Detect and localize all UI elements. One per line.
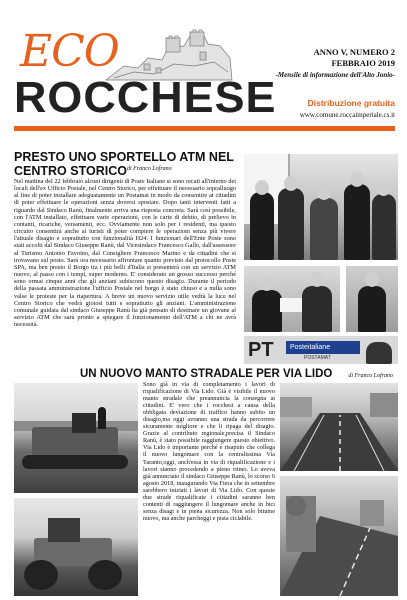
photo-new-road: [280, 383, 398, 471]
issue-number: ANNO V, NUMERO 2: [313, 47, 395, 57]
photo-officials-group: [244, 154, 398, 260]
photo-poste-sign: [244, 336, 398, 364]
article2-title: UN NUOVO MANTO STRADALE PER VIA LIDO: [80, 368, 333, 380]
issue-info: [245, 47, 395, 69]
road-lines: [280, 383, 398, 471]
photo-road-roller: [14, 498, 138, 596]
issue-date: FEBBRAIO 2019: [331, 58, 395, 68]
article1-title: PRESTO UNO SPORTELLO ATM NEL CENTRO STORICO: [14, 150, 234, 178]
photo-paving-machine: [14, 383, 138, 493]
article2-byline: di Franco Lofrano: [348, 373, 393, 379]
masthead-rocchese: ROCCHESE: [14, 73, 277, 122]
article2-body: Sono già in via di completamento i lavori di riqualificazione di Via Lido. Già è visibile il nuovo manto stradale che preannuncia la consegna ai cittadini. E' vero che i rocchesi a causa della obbligata deviazione di traffico hanno subito un disagio,ma oggi avranno una strada da percorrere sicuramente migliore e che li ripaga del disagio. Grazie al contributo regionale,precisa il Sindaco Ranù, è stato possibile raggiungere questo obiettivo. Via Lido è importante perché è risaputo che collega il nuovo lungomare con la centralissima Via Taranto,oggi, anch'essa in via di riqualificazione e i lavori stanno procedendo a pieno ritmo. Lo aveva già annunciato il sindaco Giuseppe Ranù, lo scorso 6 agosto 2018, inaugurando Via Fiera che in settembre sarebbero iniziati i lavori di Via Lido. Con queste due strade riqualificate i cittadini saranno ben contenti di raggiungere il lungomare anche in bici senza disagi e in piena sicurezza. Non solo bitume nuovo, ma anche parcheggi e pista ciclabile.: [143, 381, 275, 522]
photo-meeting: [244, 266, 340, 332]
photo-roadside-work: [280, 476, 398, 596]
masthead-eco: ECO: [20, 26, 119, 77]
photo-man-standing: [346, 266, 398, 332]
article1-byline: di Franco Lofrano: [127, 166, 172, 172]
orange-rule: [14, 126, 395, 131]
tagline: -Mensile di informazione dell'Alto Jonio-: [275, 71, 395, 79]
postamat-sign: POSTAMAT: [304, 355, 331, 361]
website-link[interactable]: www.comune.roccaimperiale.cs.it: [299, 111, 395, 119]
free-distribution: Distribuzione gratuita: [307, 98, 395, 108]
roadside-scene: [280, 476, 398, 596]
poste-italiane-sign: Posteitaliane: [286, 341, 360, 354]
article1-body: Nel mattina del 22 febbraio alcuni dirigenti di Poste Italiane si sono recati all'interno dei locali dell'ex Ufficio Postale, nel Centro Storico, per effettuare il necessario sopralluogo al fine di poter installare adeguatamente un Postamat in modo da consentire ai cittadini di poter effettuare le operazioni senza doversi spostare. Dopo tanti interventi fatti a riguardo dal Sindaco Ranù, finalmente arriva una risposta concreta. Sarà così possibile, con l'ATM installato, effettuare varie operazioni, con le carte di debito, di prelievo in contanti, ricariche, versamenti, ecc. Ovviamente non solo per i residenti, ma questo circuito consentirà anche ai turisti di poter compiere le operazioni senza più vivere l'attuale disagio e soprattutto con funzionalità H24. I funzionari dell'Ente Poste sono stati accolti dal Sindaco Giuseppe Ranù, dal Vicesindaco Francesco Gallo, dall'assessore al Turismo Antonio Favoino, dal Consigliere Francesco Marino e da cittadini che si trovavano sul posto. Sarà ora necessario affrontare quanto previsto dal protocollo Poste SPA, ma ben presto il Borgo tra i più belli d'Italia si presenterà con un servizio ATM nuovo, al passo con i tempi, super moderno. E' considerato un grosso successo perché sono ormai cinque anni che gli anziani subiscono questo disagio. Durante il periodo della passata amministrazione l'ufficio Postale nel borgo è stato chiuso e a nulla sono valse le proteste per la riapertura. A breve un nuovo servizio utile vedrà la luce nel Centro Storico che vedrà gioiosi tutti e soprattutto gli anziani. L'amministrazione comunale guidata dal sindaco Giuseppe Ranù ha già pensato di destinare un giovane al servizio ATM che sarà pronto a spiegare il funzionamento dell'ATM a chi ne avrà necessità.: [14, 178, 236, 329]
pt-logo: PT: [248, 339, 274, 361]
